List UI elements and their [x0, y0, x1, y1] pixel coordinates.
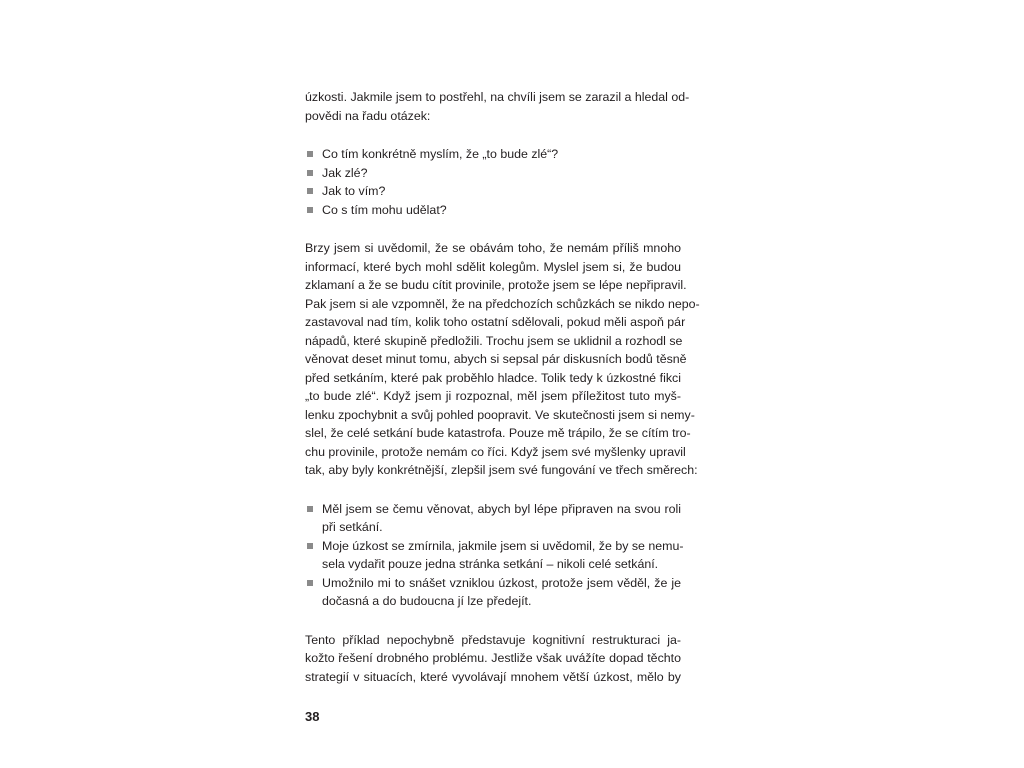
text-line: tak, aby byly konkrétnější, zlepšil jsem své fungování ve třech směrech: — [305, 463, 698, 477]
text-line: informací, které bych mohl sdělit kolegům. Myslel jsem si, že budou — [305, 259, 681, 274]
square-bullet-icon — [307, 207, 313, 213]
list-item: Moje úzkost se zmírnila, jakmile jsem si uvědomil, že by se nemu- sela vydařit pouze jedna stránka setkání – nikoli celé setkání. — [305, 537, 681, 574]
text-line: před setkáním, které pak proběhlo hladce. Tolik tedy k úzkostné fikci — [305, 370, 681, 385]
paragraph-1 — [305, 88, 690, 125]
list-item: Jak to vím? — [305, 182, 681, 201]
page-body — [305, 88, 700, 686]
text-line: úzkosti. Jakmile jsem to postřehl, na chvíli jsem se zarazil a hledal od- — [305, 90, 690, 104]
text-line: povědi na řadu otázek: — [305, 108, 431, 123]
paragraph-2 — [305, 239, 700, 480]
square-bullet-icon — [307, 580, 313, 586]
text-line: zastavoval nad tím, kolik toho ostatní sdělovali, pokud měli aspoň pár — [305, 315, 686, 329]
text-line: slel, že celé setkání bude katastrofa. Pouze mě trápilo, že se cítím tro- — [305, 426, 691, 440]
text-line: strategií v situacích, které vyvolávají mnohem větší úzkost, mělo by — [305, 669, 681, 684]
text-line: nápadů, které skupině předložili. Trochu jsem se uklidnil a rozhodl se — [305, 333, 683, 348]
text-line: Brzy jsem si uvědomil, že se obávám toho, že nemám příliš mnoho — [305, 241, 681, 255]
question-list — [305, 145, 681, 219]
text-line: chu provinile, protože nemám co říci. Když jsem své myšlenky upravil — [305, 444, 686, 459]
list-item: Umožnilo mi to snášet vzniklou úzkost, protože jsem věděl, že je dočasná a do budoucna jí lze předejít. — [305, 574, 681, 611]
square-bullet-icon — [307, 543, 313, 549]
text-line: lenku zpochybnit a svůj pohled poopravit. Ve skutečnosti jsem si nemy- — [305, 407, 695, 422]
square-bullet-icon — [307, 151, 313, 157]
text-line: „to bude zlé“. Když jsem ji rozpoznal, měl jsem příležitost tuto myš- — [305, 389, 681, 403]
paragraph-3 — [305, 631, 681, 687]
text-line: věnovat deset minut tomu, abych si sepsal pár diskusních bodů těsně — [305, 352, 687, 366]
text-line: zklamaní a že se budu cítit provinile, protože jsem se lépe nepřipravil. — [305, 278, 687, 292]
list-item: Měl jsem se čemu věnovat, abych byl lépe připraven na svou roli při setkání. — [305, 500, 681, 537]
list-item: Jak zlé? — [305, 164, 681, 183]
outcome-list — [305, 500, 684, 611]
square-bullet-icon — [307, 506, 313, 512]
square-bullet-icon — [307, 170, 313, 176]
page-number: 38 — [305, 709, 320, 724]
square-bullet-icon — [307, 188, 313, 194]
text-line: Pak jsem si ale vzpomněl, že na předchozích schůzkách se nikdo nepo- — [305, 296, 700, 311]
text-line: kožto řešení drobného problému. Jestliže však uvážíte dopad těchto — [305, 651, 681, 665]
list-item: Co tím konkrétně myslím, že „to bude zlé“? — [305, 145, 681, 164]
text-line: Tento příklad nepochybně představuje kognitivní restrukturaci ja- — [305, 632, 681, 647]
list-item: Co s tím mohu udělat? — [305, 201, 681, 220]
